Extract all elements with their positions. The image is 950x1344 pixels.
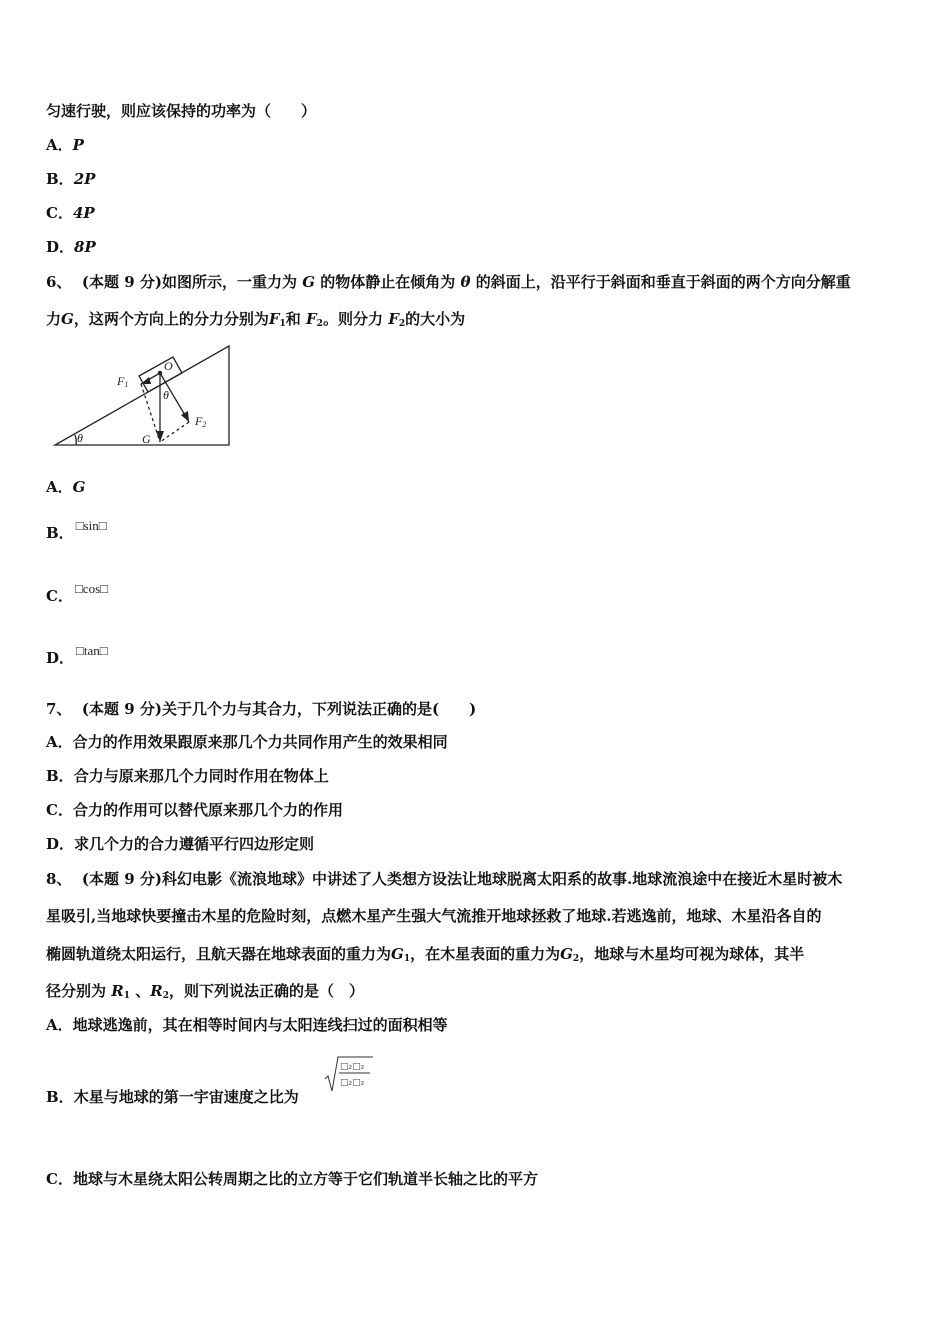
- q8-stem-line2: 星吸引,当地球快要撞击木星的危险时刻，点燃木星产生强大气流推开地球拯救了地球.若逃逸前，地球、木星沿各自的: [46, 907, 822, 925]
- sqrt-ratio-formula: [324, 1055, 374, 1095]
- stem-text: 和: [285, 310, 301, 328]
- q8-option-c: [46, 1168, 538, 1190]
- subscript: 1: [403, 954, 411, 964]
- point-o: [158, 371, 162, 375]
- question-number: 8、: [46, 870, 72, 888]
- option-label: B．: [46, 524, 74, 542]
- option-label: A．: [46, 1016, 73, 1034]
- option-label: D．: [46, 238, 75, 256]
- arrowhead: [181, 411, 189, 422]
- option-label: C．: [46, 1170, 73, 1188]
- option-text: 地球与木星绕太阳公转周期之比的立方等于它们轨道半长轴之比的平方: [72, 1170, 538, 1188]
- symbol-G: G: [302, 273, 316, 291]
- q6-stem-line1: [46, 271, 851, 293]
- stem-text: 力: [46, 310, 62, 328]
- option-label: D．: [46, 835, 75, 853]
- symbol-G: G: [560, 945, 573, 963]
- option-text: 合力与原来那几个力同时作用在物体上: [73, 767, 329, 785]
- option-label: C．: [46, 801, 73, 819]
- q7-option-b: [46, 765, 329, 787]
- label-f1: F1: [117, 374, 129, 389]
- subscript: 2: [572, 954, 580, 964]
- incline-force-diagram: [50, 342, 235, 450]
- symbol-G: G: [61, 310, 74, 328]
- option-label: D．: [46, 649, 75, 667]
- option-value: 2P: [73, 170, 96, 188]
- question-number: 6、: [46, 273, 72, 291]
- question-number: 7、: [46, 700, 72, 718]
- q5-stem-tail: 匀速行驶，则应该保持的功率为（ ）: [46, 102, 317, 120]
- option-value: □cos□: [74, 581, 108, 596]
- stem-text: 关于几个力与其合力，下列说法正确的是( ): [161, 700, 477, 718]
- option-value: G: [72, 478, 86, 496]
- option-value: □sin□: [75, 518, 107, 533]
- stem-text: ，在木星表面的重力为: [410, 945, 561, 963]
- symbol-theta: θ: [460, 273, 471, 291]
- dashed-line: [160, 422, 189, 442]
- stem-text: 如图所示，一重力为: [161, 273, 297, 291]
- option-text: 地球逃逸前，其在相等时间内与太阳连线扫过的面积相等: [72, 1016, 448, 1034]
- question-score: (本题 9 分): [81, 273, 162, 291]
- label-g: G: [142, 432, 151, 446]
- option-text: 求几个力的合力遵循平行四边形定则: [74, 835, 315, 853]
- q8-option-a: [46, 1014, 448, 1036]
- q6-stem-line2: [46, 308, 465, 335]
- option-value: 8P: [74, 238, 96, 256]
- sqrt-numerator: □₂□₂: [340, 1062, 365, 1072]
- q8-option-b: [46, 1086, 299, 1108]
- question-score: (本题 9 分): [81, 700, 162, 718]
- symbol-F: F: [268, 310, 280, 328]
- option-value: 4P: [72, 204, 95, 222]
- q7-option-d: [46, 833, 314, 855]
- option-label: A．: [46, 733, 73, 751]
- q6-option-a: [46, 476, 85, 498]
- option-value: □tan□: [76, 643, 108, 658]
- label-theta: θ: [163, 388, 169, 402]
- symbol-F: F: [306, 310, 317, 328]
- q7-option-a: [46, 731, 448, 753]
- symbol-F: F: [388, 310, 399, 328]
- q5-option-b: [46, 168, 95, 190]
- option-label: B．: [46, 170, 74, 188]
- stem-text: 的物体静止在倾角为: [320, 273, 456, 291]
- option-label: A．: [46, 136, 73, 154]
- option-value: P: [72, 136, 84, 154]
- sqrt-denominator: □₂□₂: [340, 1078, 365, 1088]
- label-o: O: [164, 359, 173, 373]
- stem-text: ，则下列说法正确的是（ ）: [168, 982, 364, 1000]
- q8-stem-line1: [46, 868, 842, 890]
- symbol-G: G: [391, 945, 404, 963]
- q8-stem-line4: [46, 980, 364, 1007]
- q6-option-d: [46, 643, 108, 670]
- option-label: B．: [46, 1088, 74, 1106]
- stem-text: 、: [135, 982, 151, 1000]
- stem-text: 。则分力: [322, 310, 383, 328]
- option-label: C．: [46, 204, 73, 222]
- q5-option-c: [46, 202, 95, 224]
- option-text: 合力的作用效果跟原来那几个力共同作用产生的效果相同: [72, 733, 448, 751]
- option-text: 木星与地球的第一宇宙速度之比为: [73, 1088, 299, 1106]
- stem-text: 科幻电影《流浪地球》中讲述了人类想方设法让地球脱离太阳系的故事.地球流浪途中在接近木星时被木: [161, 870, 843, 888]
- stem-text: 的大小为: [405, 310, 466, 328]
- option-label: C．: [46, 587, 73, 605]
- q7-stem: [46, 698, 476, 720]
- subscript: 2: [162, 991, 169, 1001]
- subscript: 1: [123, 991, 130, 1001]
- q5-option-d: [46, 236, 96, 258]
- subscript: 2: [398, 319, 406, 329]
- question-score: (本题 9 分): [81, 870, 162, 888]
- stem-text: 的斜面上，沿平行于斜面和垂直于斜面的两个方向分解重: [475, 273, 851, 291]
- stem-text: ，地球与木星均可视为球体，其半: [579, 945, 805, 963]
- stem-text: ，这两个方向上的分力分别为: [73, 310, 269, 328]
- symbol-R: R: [111, 982, 124, 1000]
- subscript: 1: [279, 319, 286, 329]
- label-base-theta: θ: [77, 431, 83, 445]
- q8-stem-line3: [46, 943, 804, 970]
- option-label: A．: [46, 478, 73, 496]
- symbol-R: R: [150, 982, 163, 1000]
- q5-option-a: [46, 134, 84, 156]
- arrowhead: [141, 377, 151, 384]
- stem-text: 椭圆轨道绕太阳运行，且航天器在地球表面的重力为: [46, 945, 392, 963]
- stem-text: 径分别为: [46, 982, 107, 1000]
- subscript: 2: [316, 319, 323, 329]
- label-f2: F2: [195, 414, 207, 429]
- q6-option-c: [46, 581, 108, 608]
- q6-option-b: [46, 518, 107, 545]
- option-text: 合力的作用可以替代原来那几个力的作用: [72, 801, 343, 819]
- q7-option-c: [46, 799, 343, 821]
- option-label: B．: [46, 767, 74, 785]
